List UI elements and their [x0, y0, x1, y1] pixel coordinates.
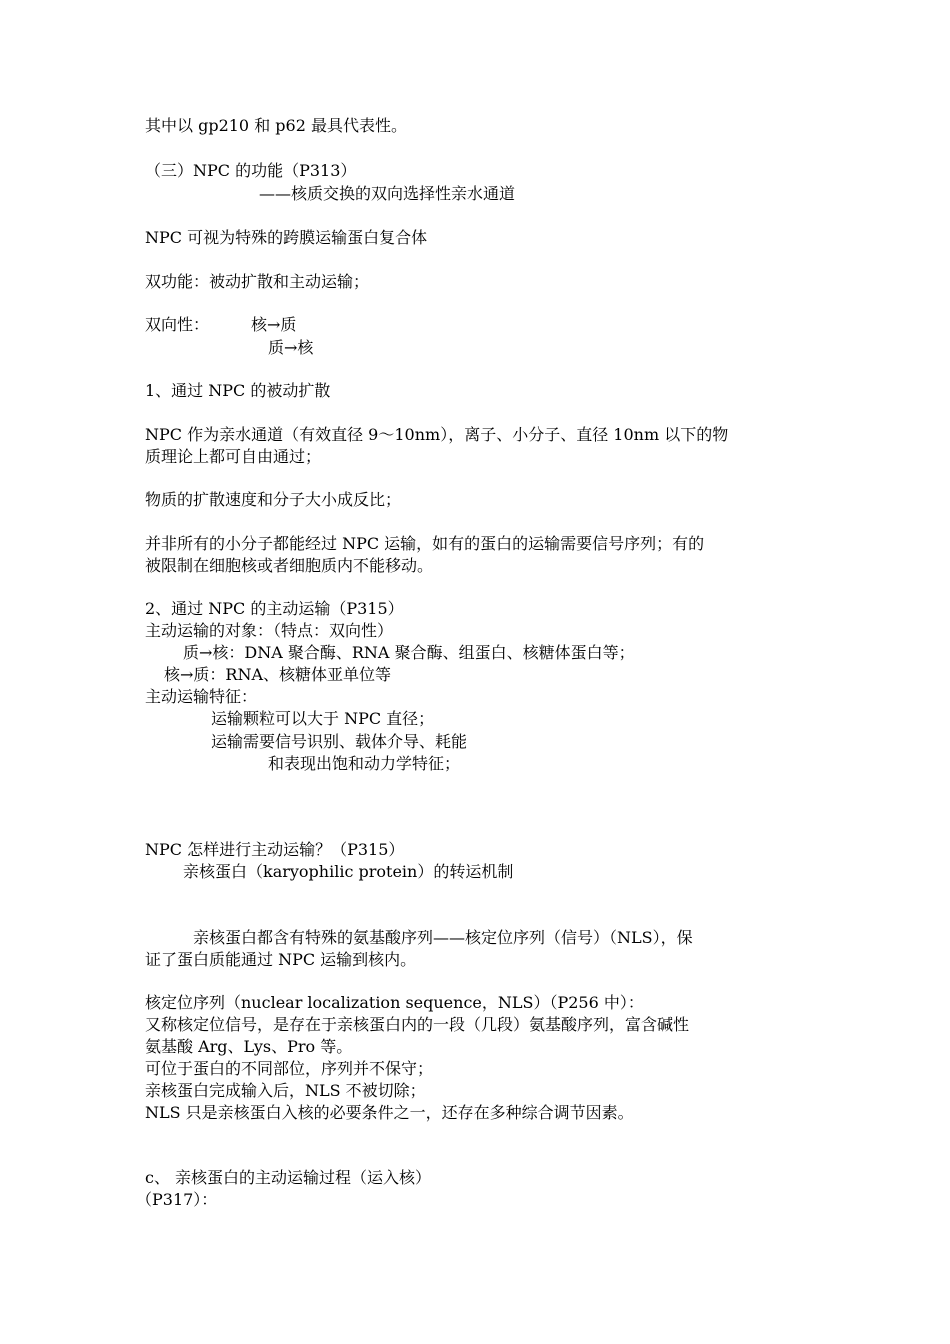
- text-line: 质→核：DNA 聚合酶、RNA 聚合酶、组蛋白、核糖体蛋白等；: [183, 643, 635, 662]
- text-line: 双功能：被动扩散和主动运输；: [145, 272, 370, 291]
- text-line: 双向性：: [145, 315, 210, 334]
- text-line: 质→核: [268, 338, 314, 357]
- text-line: 运输需要信号识别、载体介导、耗能: [211, 732, 468, 751]
- text-line: 物质的扩散速度和分子大小成反比；: [145, 490, 402, 509]
- text-line: 主动运输特征：: [145, 687, 258, 706]
- section-heading: c、 亲核蛋白的主动运输过程（运入核）: [145, 1168, 432, 1187]
- text-line: 核→质：RNA、核糖体亚单位等: [164, 665, 392, 684]
- text-line: 被限制在细胞核或者细胞质内不能移动。: [145, 556, 434, 575]
- text-line: 亲核蛋白（karyophilic protein）的转运机制: [183, 862, 514, 881]
- text-line: 运输颗粒可以大于 NPC 直径；: [211, 709, 435, 728]
- text-line: 主动运输的对象：（特点：双向性）: [145, 621, 394, 640]
- text-line: 并非所有的小分子都能经过 NPC 运输，如有的蛋白的运输需要信号序列；有的: [145, 534, 705, 553]
- text-line: NLS 只是亲核蛋白入核的必要条件之一，还存在多种综合调节因素。: [145, 1103, 634, 1122]
- text-line: 又称核定位信号，是存在于亲核蛋白内的一段（几段）氨基酸序列，富含碱性: [145, 1015, 690, 1034]
- section-subheading: ——核质交换的双向选择性亲水通道: [259, 184, 516, 203]
- text-line: 质理论上都可自由通过；: [145, 447, 322, 466]
- text-line: 亲核蛋白都含有特殊的氨基酸序列——核定位序列（信号）（NLS），保: [193, 928, 693, 947]
- text-line: 核→质: [251, 315, 297, 334]
- text-line: NPC 作为亲水通道（有效直径 9～10nm），离子、小分子、直径 10nm 以下的物: [145, 425, 729, 444]
- text-line: 其中以 gp210 和 p62 最具代表性。: [145, 116, 407, 135]
- text-line: 核定位序列（nuclear localization sequence，NLS）（P256 中）：: [145, 993, 644, 1012]
- text-line: 和表现出饱和动力学特征；: [268, 754, 461, 773]
- text-line: （P317）：: [136, 1190, 218, 1209]
- text-line: 亲核蛋白完成输入后，NLS 不被切除；: [145, 1081, 426, 1100]
- section-heading: 1、通过 NPC 的被动扩散: [145, 381, 331, 400]
- text-line: 可位于蛋白的不同部位，序列并不保守；: [145, 1059, 434, 1078]
- section-heading: （三）NPC 的功能（P313）: [145, 161, 357, 180]
- section-heading: NPC 怎样进行主动运输？（P315）: [145, 840, 405, 859]
- section-heading: 2、通过 NPC 的主动运输（P315）: [145, 599, 404, 618]
- text-line: NPC 可视为特殊的跨膜运输蛋白复合体: [145, 228, 428, 247]
- text-line: 氨基酸 Arg、Lys、Pro 等。: [145, 1037, 353, 1056]
- text-line: 证了蛋白质能通过 NPC 运输到核内。: [145, 950, 417, 969]
